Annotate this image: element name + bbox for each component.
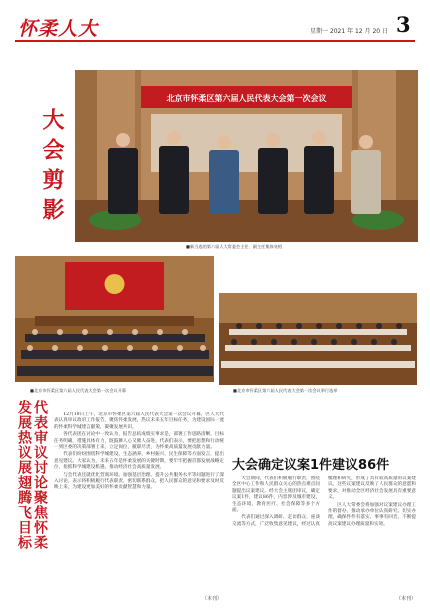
group-photo — [75, 70, 418, 242]
vertical-headline-line1: 代表审议讨论聚焦怀柔 — [32, 400, 48, 550]
right-article-body — [232, 476, 416, 592]
right-article-paragraph: 区人大常委会将加强对议案建议办理工作的督办，推动承办单位认真研究、切实办理，确保件件有落实、事事有回音，不断提高议案建议办理质量和实效。 — [328, 502, 416, 527]
issue-date: 星期一 2021 年 12 月 20 日 — [310, 28, 388, 35]
group-photo-image — [75, 70, 418, 242]
left-article-paragraph: 各代表团在讨论中一致认为，报告总结成绩实事求是，部署工作思路清晰，目标任务明确，措施具体有力，既鼓舞人心又催人奋进。代表们表示，要把思想和行动统一到区委的决策部署上来，立足岗位，履职尽责，为怀柔高质量发展贡献力量。 — [54, 432, 224, 451]
opening-session-photo — [15, 256, 214, 382]
opening-session-image — [15, 256, 214, 382]
left-article-byline: （本刊） — [201, 596, 222, 602]
right-article-paragraph: 代表们通过深入调研、走访群众、座谈交流等方式，广泛收集意见建议，经过认真梳理和研究，形成了具有较高质量的议案建议。这些议案建议反映了人民群众的意愿和要求，对推动全区经济社会发展具有重要意义。 — [232, 476, 416, 527]
election-session-photo — [219, 293, 417, 385]
election-session-image — [219, 293, 417, 385]
left-article-paragraph: 与会代表还就优化营商环境、加强基层治理、提升公共服务水平等问题进行了深入讨论，表示将积极履行代表职责，密切联系群众，把人民群众的意见和要求及时反映上来，为建设更加美好的怀柔贡献智慧和力量。 — [54, 472, 224, 491]
right-article-byline: （本刊） — [395, 596, 416, 602]
page-number: 3 — [396, 12, 411, 37]
section-tag: 大会剪影 — [39, 108, 64, 228]
vertical-headline-line2: 发展热议展翅腾飞目标 — [16, 400, 32, 550]
left-article-paragraph: 12月18日上午，北京市怀柔区第六届人民代表大会第一次会议开幕，区人大代表认真审议政府工作报告，聚焦怀柔发展，热议未来五年目标任务，为建设国际一流的怀柔科学城建言献策，凝聚发展共识。 — [54, 412, 224, 430]
group-photo-caption: ■新当选的第六届人大常委会主任、副主任集体亮相 — [186, 244, 283, 249]
masthead-title: 怀柔人大 — [18, 18, 99, 40]
opening-session-caption: ■北京市怀柔区第六届人民代表大会第一次会议开幕 — [30, 388, 127, 393]
right-article-paragraph: 大会期间，代表们积极履行职责，围绕全区中心工作和人民群众关心的热点难点问题提出议案建议。经大会主席团审议，确定议案1件，建议86件，内容涉及城市建设、生态环境、教育医疗、社会保障等多个方面。 — [232, 476, 320, 514]
right-article-headline: 大会确定议案1件建议86件 — [232, 458, 390, 473]
election-session-caption: ■北京市怀柔区第六届人民代表大会第一次会议举行选举 — [233, 388, 338, 393]
masthead-rule — [15, 40, 415, 42]
left-article-body — [54, 412, 224, 592]
banner-text: 北京市怀柔区第六届人民代表大会第一次会议 — [166, 94, 327, 103]
left-article-paragraph: 代表们纷纷围绕科学城建设、生态涵养、乡村振兴、民生保障等方面发言，提出意见建议。大家认为，未来五年是怀柔发展的关键时期，要牢牢把握首都发展战略定位，抢抓科学城建设机遇，推动经济社会高质量发展。 — [54, 452, 224, 471]
